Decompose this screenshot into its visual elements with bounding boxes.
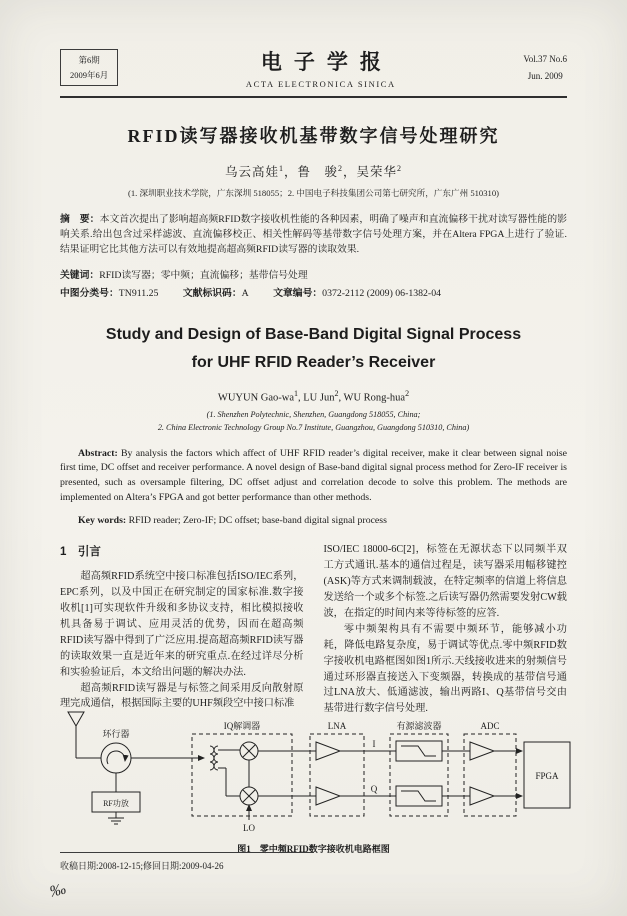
keywords-en-line [60,515,567,526]
circulator-symbol [101,743,131,773]
amplifier-icon [316,787,340,805]
article-id-label: 文章编号： [273,288,323,300]
volume-number: Vol.37 No.6 [523,54,567,65]
clc-value: TN911.25 [118,288,159,300]
keywords-cn-label: 关键词： [60,270,100,282]
body-paragraph: 超高频RFID读写器是与标签之间采用反向散射原理完成通信，根据国际主要的UHF频段空中接口标准 [60,682,304,710]
doc-code-value: A [241,288,249,300]
author-cn-1-sup: 1 [278,163,284,173]
handwritten-mark: ‰ [48,880,68,901]
article-id-value: 0372-2112 (2009) 06-1382-04 [322,288,441,300]
figure-1-diagram [54,706,574,834]
article-id-item [273,288,441,299]
affiliation-en-line1: (1. Shenzhen Polytechnic, Shenzhen, Guangdong 518055, China; [206,410,421,420]
affiliation-en [60,409,567,434]
abstract-en-label: Abstract: [78,447,118,459]
antenna-icon [68,712,101,758]
author-en-2-sup: 2 [334,388,339,398]
iq-demodulator-block [192,734,292,816]
section-1-heading: 1 引言 [60,546,101,559]
mixer-icon [240,787,258,805]
i-channel-label: I [372,739,375,749]
footnote [60,852,567,872]
issue-number: 第6期 [78,55,100,66]
paper-title-cn: RFID读写器接收机基带数字信号处理研究 [127,126,500,146]
author-cn-1: 乌云高娃 [224,165,279,179]
author-en-1: WUYUN Gao-wa [217,392,295,404]
doc-code-label: 文献标识码： [182,288,242,300]
iq-demodulator-label: IQ解调器 [223,721,260,731]
adc-label: ADC [479,721,500,731]
abstract-cn-text: 本文首次提出了影响超高频RFID数字接收机性能的各种因素，明确了噪声和直流偏移干扰对读写器性能的影响关系.给出包含过采样滤波、直流偏移校正、相关性解码等基带数字信号处理方案，并在Altera FPGA上进行了验证.结果证明它比其他方法可以有效地提高超高频RFID读写器的读取效果. [60,214,568,255]
received-dates: 收稿日期:2008-12-15;修回日期:2009-04-26 [60,861,224,871]
issue-month: 2009年6月 [70,69,109,80]
keywords-cn-line [60,267,567,281]
classification-line [60,285,567,299]
author-en-1-sup: 1 [294,388,299,398]
authors-cn-line [60,162,567,180]
lowpass-response-icon [401,746,436,756]
publication-date: Jun. 2009 [527,70,563,81]
transformer-coil-icon [214,746,218,770]
adc-amp-icon [470,787,494,805]
authors-en-line [60,389,567,404]
body-paragraph: ISO/IEC 18000-6C[2]，标签在无源状态下以同频半双工方式通讯.基本的通信过程是，读写器采用幅移键控(ASK)等方式来调制载波，在特定频率的信道上将信息发送给一个或多个标签.之后读写器仍然需要发射CW载波，在指定的时间内来等待标签的应答. [323,544,567,619]
journal-title-block [118,46,523,89]
affiliation-en-line2: 2. China Electronic Technology Group No.7 Institute, Guangzhou, Guangdong 510310, China) [157,423,470,433]
fpga-label: FPGA [534,771,559,781]
body-paragraph: 零中频架构具有不需要中频环节，能够减小功耗，降低电路复杂度，易于调试等优点.零中频RFID数字接收机电路框图如图1所示.天线接收进来的射频信号通过环形器直接送入下变频器，转换成的基带信号通过LNA放大、低通滤波，输出两路I、Q基带信号交由基带进行数字信号处理. [323,623,567,715]
keywords-en-label: Key words: [78,515,127,527]
issue-box [60,49,118,86]
author-cn-2-sup: 2 [338,163,343,173]
doc-code-item [183,288,249,299]
clc-item [60,288,158,299]
body-column-right [324,542,568,717]
journal-title-cn: 电子学报 [260,50,393,74]
volume-box [523,51,567,83]
mixer-icon [240,742,258,760]
figure-1 [48,706,579,855]
clc-label: 中图分类号： [60,288,119,300]
footnote-rule [60,852,314,853]
paper-title-en-line2: for UHF RFID Reader’s Receiver [191,353,436,371]
author-cn-2: ，鲁 骏 [283,165,338,179]
lowpass-response-icon [401,791,436,801]
author-en-3: , WU Rong-hua [338,392,406,404]
abstract-cn [60,213,567,258]
amplifier-icon [316,742,340,760]
keywords-en-text: RFID reader; Zero-IF; DC offset; base-band digital signal process [128,515,387,527]
body-paragraph: 超高频RFID系统空中接口标准包括ISO/IEC系列，EPC系列，以及中国正在研究制定的国家标准.数字接收机[1]可实现软件升级和多协议支持，相比模拟接收机具备易于调试、应用灵活的优势，因而在超高频RFID读写器中得到了广泛应用.提高超高频RFID读写器的读取效果一直是近年来的研究重点.在经过详尽分析和实验验证后，本文给出问题的解决办法. [60,571,304,678]
abstract-en-text: By analysis the factors which affect of UHF RFID reader’s digital receiver, make it clear between signal noise first time, DC offset and receiver performance. A novel design of Base-band digital signal process method for Zero-IF receiver is presented, such as oversample filtering, DC offset adjust and correlation decode to solve this problem. The methods are implemented on Altera’s FPGA and got better performance than other methods. [60,447,568,503]
transformer-coil-icon [210,746,214,770]
paper-title-en [60,321,567,375]
active-filter-label: 有源滤波器 [395,721,442,731]
keywords-cn-text: RFID读写器；零中频；直流偏移；基带信号处理 [99,270,308,282]
rf-amp-label: RF功放 [102,799,129,808]
header-rule [60,96,567,98]
adc-amp-icon [470,742,494,760]
body-columns [60,542,567,717]
author-en-3-sup: 2 [405,388,410,398]
author-en-2: , LU Jun [298,392,335,404]
lna-block [310,734,364,816]
abstract-en [60,447,567,506]
affiliation-cn: (1. 深圳职业技术学院，广东深圳 518055；2. 中国电子科技集团公司第七研究所，广东广州 510310) [128,188,499,198]
figure-1-caption: 图1 零中频RFID数字接收机电路框图 [237,844,390,854]
q-channel-label: Q [370,784,377,794]
abstract-cn-label: 摘 要： [60,214,100,225]
lna-label: LNA [327,721,346,731]
adc-block [464,734,516,816]
circulator-label: 环行器 [101,729,130,739]
body-column-left [60,542,304,717]
journal-title-en: ACTA ELECTRONICA SINICA [245,79,396,89]
paper-title-en-line1: Study and Design of Base-Band Digital Signal Process [105,326,522,344]
journal-header [60,46,567,89]
author-cn-3: ，吴荣华 [343,165,398,179]
lo-label: LO [242,823,255,833]
active-filter-block [390,734,448,816]
author-cn-3-sup: 2 [397,163,403,173]
